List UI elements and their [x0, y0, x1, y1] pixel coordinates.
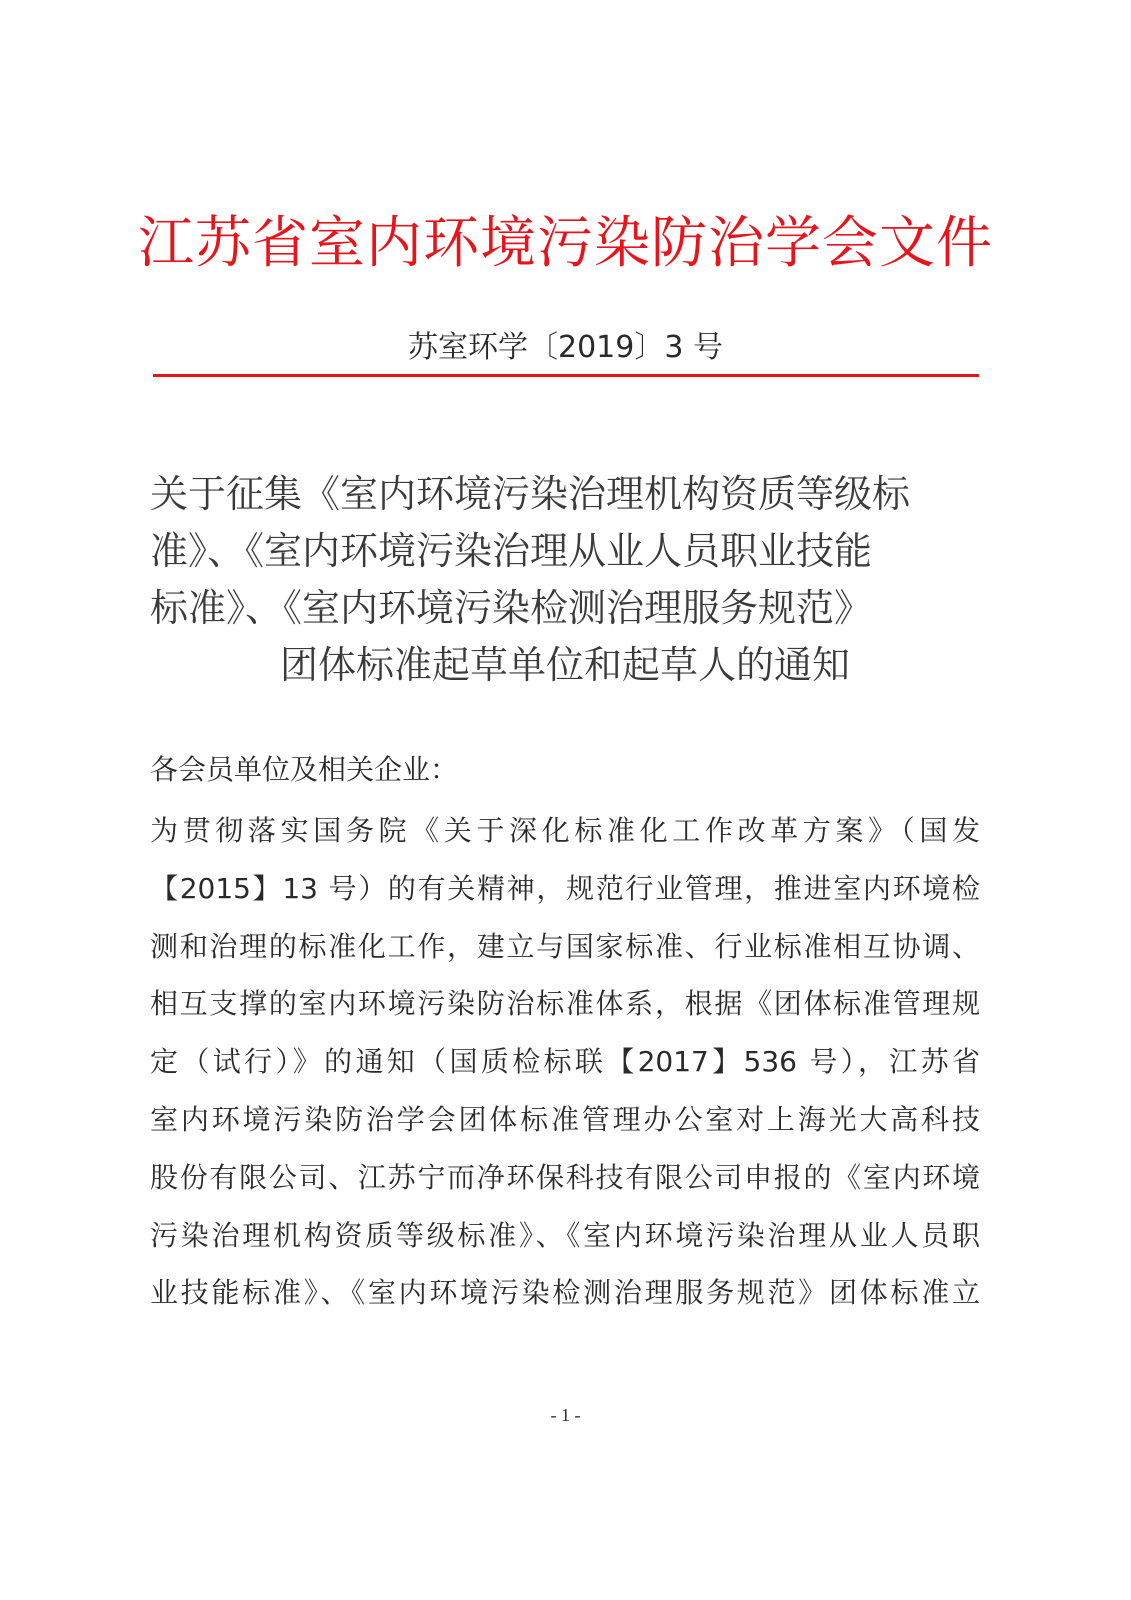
body-line: 相互支撑的室内环境污染防治标准体系，根据《团体标准管理规: [150, 987, 980, 1021]
body-line: 室内环境污染防治学会团体标准管理办公室对上海光大高科技: [150, 1102, 980, 1136]
notice-title-line: 关于征集《室内环境污染治理机构资质等级标: [150, 472, 911, 516]
body-line: 污染治理机构资质等级标准》、《室内环境污染治理从业人员职: [150, 1218, 980, 1252]
body-paragraph: [150, 802, 980, 1322]
salutation: 各会员单位及相关企业：: [150, 753, 459, 786]
body-line: 为贯彻落实国务院《关于深化标准化工作改革方案》（国发: [150, 814, 980, 847]
notice-title-line: 团体标准起草单位和起草人的通知: [279, 643, 850, 687]
body-line: 【2015】13 号）的有关精神，规范行业管理，推进室内环境检: [150, 871, 980, 905]
red-divider-line: [153, 374, 979, 377]
notice-title: [150, 466, 980, 694]
body-line: 股份有限公司、江苏宁而净环保科技有限公司申报的《室内环境: [150, 1160, 980, 1194]
body-line: 测和治理的标准化工作，建立与国家标准、行业标准相互协调、: [150, 929, 980, 963]
body-line: 定（试行）》的通知（国质检标联【2017】536 号），江苏省: [150, 1045, 980, 1079]
page-number: - 1 -: [550, 1405, 581, 1425]
body-line: 业技能标准》、《室内环境污染检测治理服务规范》团体标准立: [150, 1276, 980, 1310]
issuer-title: 江苏省室内环境污染防治学会文件: [138, 211, 993, 276]
notice-title-line: 标准》、《室内环境污染检测治理服务规范》: [150, 586, 873, 630]
notice-title-line: 准》、《室内环境污染治理从业人员职业技能: [150, 529, 873, 573]
document-number: 苏室环学〔2019〕3 号: [408, 330, 723, 365]
